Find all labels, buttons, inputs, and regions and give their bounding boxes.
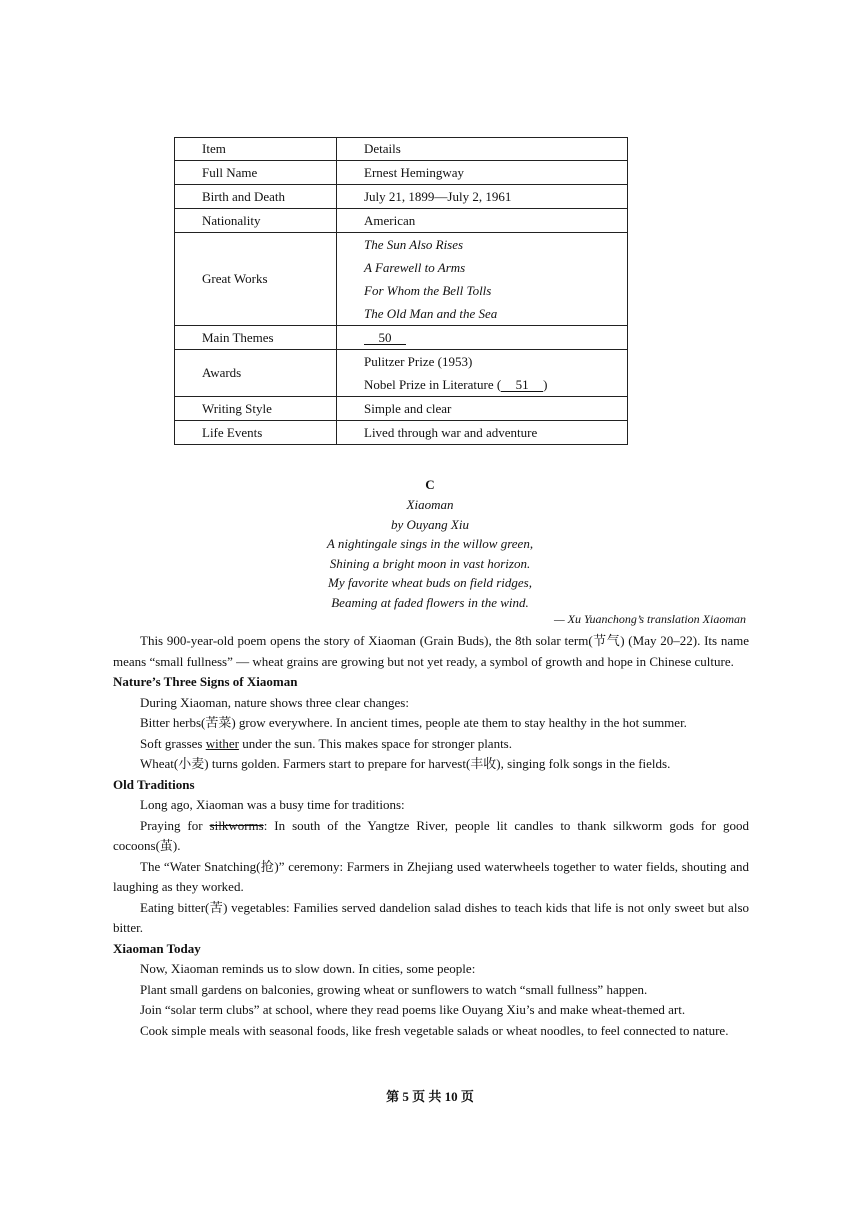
award-nobel-text: Nobel Prize in Literature ( [364,377,502,392]
row-label: Main Themes [175,326,337,350]
table-row [175,185,628,209]
section-heading: Nature’s Three Signs of Xiaoman [113,674,298,689]
answer-blank-50[interactable]: 50 [364,331,406,345]
paragraph [113,816,749,857]
row-value: Ernest Hemingway [337,161,628,185]
poem-block [0,474,860,612]
section-heading: Xiaoman Today [113,940,201,956]
table-row [175,421,628,445]
work-title: The Sun Also Rises [364,237,464,252]
text-run: under the sun. This makes space for stronger plants. [238,735,512,751]
section-letter: C [425,477,435,492]
table-row [175,233,628,326]
text-run: : In south of the Yangtze River, people lit candles to thank silkworm gods for good cocoons(茧). [113,817,749,853]
paragraph: Wheat(小麦) turns golden. Farmers start to prepare for harvest(丰收), singing folk songs in the fields. [140,756,671,771]
paragraph: The “Water Snatching(抢)” ceremony: Farmers in Zhejiang used waterwheels together to water fields, shouting and laughing as they worked. [113,858,749,894]
table-header-row [175,138,628,161]
text-run: Soft grasses [140,735,206,751]
award-pulitzer: Pulitzer Prize (1953) [364,354,473,369]
row-value: Lived through war and adventure [337,421,628,445]
paragraph: Now, Xiaoman reminds us to slow down. In cities, some people: [140,961,476,976]
row-value: July 21, 1899—July 2, 1961 [337,185,628,209]
award-nobel [364,373,627,396]
work-title: A Farewell to Arms [364,260,466,275]
paragraph: Plant small gardens on balconies, growing wheat or sunflowers to watch “small fullness” happen. [140,981,648,997]
poem-line: My favorite wheat buds on field ridges, [327,575,532,590]
answer-blank-51[interactable]: 51 [501,378,543,392]
paragraph: Cook simple meals with seasonal foods, like fresh vegetable salads or wheat noodles, to feel connected to nature. [140,1022,729,1038]
underlined-word: wither [205,735,239,751]
row-label: Awards [175,350,337,397]
paragraph: During Xiaoman, nature shows three clear changes: [140,694,409,710]
row-label: Great Works [175,233,337,326]
table-row [175,161,628,185]
works-list [337,233,628,326]
paragraph: Eating bitter(苦) vegetables: Families served dandelion salad dishes to teach kids that life is not only sweet but also bitter. [113,899,749,935]
text-run: Praying for [140,817,210,833]
work-title: The Old Man and the Sea [364,306,498,321]
work-title: For Whom the Bell Tolls [364,283,492,298]
struck-word: silkworms [209,817,264,833]
row-value: Simple and clear [337,397,628,421]
row-label: Full Name [175,161,337,185]
row-label: Life Events [175,421,337,445]
answer-blank-cell [337,326,628,350]
poem-attribution: — Xu Yuanchong’s translation Xiaoman [553,612,746,626]
poem-line: A nightingale sings in the willow green, [326,536,534,551]
awards-list [337,350,628,397]
poem-author: by Ouyang Xiu [391,516,469,532]
table-row [175,326,628,350]
table-row [175,350,628,397]
poem-line: Beaming at faded flowers in the wind. [331,594,529,610]
table-row [175,397,628,421]
header-details: Details [337,138,628,161]
table-row [175,209,628,233]
row-value: American [337,209,628,233]
poem-line: Shining a bright moon in vast horizon. [329,555,531,571]
poem-title: Xiaoman [406,497,454,512]
row-label: Birth and Death [175,185,337,209]
row-label: Writing Style [175,397,337,421]
paragraph: Bitter herbs(苦菜) grow everywhere. In ancient times, people ate them to stay healthy in the hot summer. [140,715,687,730]
row-label: Nationality [175,209,337,233]
page-number-footer: 第 5 页 共 10 页 [386,1089,474,1104]
hemingway-info-table [174,137,628,445]
article-body [113,631,749,1041]
header-item: Item [175,138,337,161]
intro-paragraph: This 900-year-old poem opens the story of Xiaoman (Grain Buds), the 8th solar term(节气) (May 20–22). Its name means “small fullness” — wheat grains are growing but not yet ready, a symbol of growth and hope in Chinese culture. [113,633,749,669]
paragraph [113,734,749,755]
paragraph: Join “solar term clubs” at school, where they read poems like Ouyang Xiu’s and make wheat-themed art. [140,1002,686,1017]
paragraph: Long ago, Xiaoman was a busy time for traditions: [140,797,405,812]
award-nobel-close: ) [543,377,548,392]
section-heading: Old Traditions [113,776,195,792]
